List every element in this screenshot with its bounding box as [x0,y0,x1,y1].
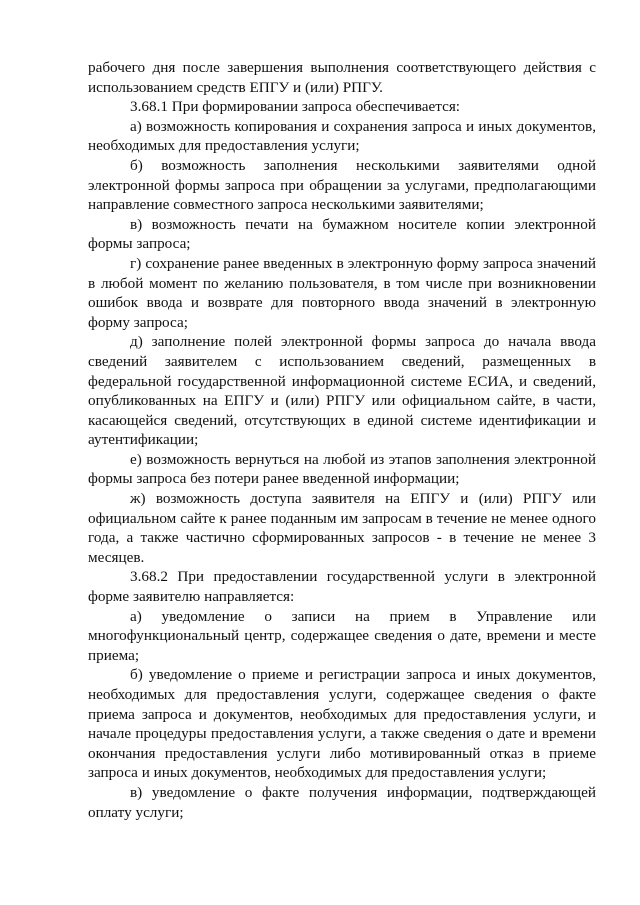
list-item-zh: ж) возможность доступа заявителя на ЕПГУ и (или) РПГУ или официальном сайте к ранее поданным им запросам в течение не менее одного года, а также частично сформированных запросов - в течение не менее 3 месяцев. [88,490,596,566]
list-item-b: б) возможность заполнения несколькими заявителями одной электронной формы запроса при обращении за услугами, предполагающими направление совместного запроса несколькими заявителями; [88,156,596,214]
paragraph-continuation: рабочего дня после завершения выполнения соответствующего действия с использованием средств ЕПГУ и (или) РПГУ. [88,59,596,96]
notice-item-v: в) уведомление о факте получения информации, подтверждающей оплату услуги; [88,783,596,821]
notice-item-a: а) уведомление о записи на прием в Управление или многофункциональный центр, содержащее сведения о дате, времени и месте приема; [88,607,596,664]
notice-item-b: б) уведомление о приеме и регистрации запроса и иных документов, необходимых для предоставления услуги, содержащее сведения о факте приема запроса и документов, необходимых для предоставления услуги, и начале процедуры предоставления услуги, а также сведения о дате и времени окончания предоставления услуги либо мотивированный отказ в приеме запроса и иных документов, необходимых для предоставления услуги; [88,666,596,782]
section-3-68-2-heading: 3.68.2 При предоставлении государственной услуги в электронной форме заявителю направляется: [88,568,596,606]
list-item-g: г) сохранение ранее введенных в электронную форму запроса значений в любой момент по желанию пользователя, в том числе при возникновении ошибок ввода и возврате для повторного ввода значений в электронную форму запроса; [88,254,596,331]
list-item-a: а) возможность копирования и сохранения запроса и иных документов, необходимых для предоставления услуги; [88,117,596,155]
list-item-v: в) возможность печати на бумажном носителе копии электронной формы запроса; [88,215,596,253]
list-item-d: д) заполнение полей электронной формы запроса до начала ввода сведений заявителем с использованием сведений, размещенных в федеральной государственной информационной системе ЕСИА, и сведений, опубликованных на ЕПГУ и (или) РПГУ или официальном сайте, в части, касающейся сведений, отсутствующих в единой системе идентификации и аутентификации; [88,333,596,449]
list-item-e: е) возможность вернуться на любой из этапов заполнения электронной формы запроса без потери ранее введенной информации; [88,450,596,488]
document-page [88,58,596,822]
section-3-68-1-heading: 3.68.1 При формировании запроса обеспечивается: [130,98,461,116]
